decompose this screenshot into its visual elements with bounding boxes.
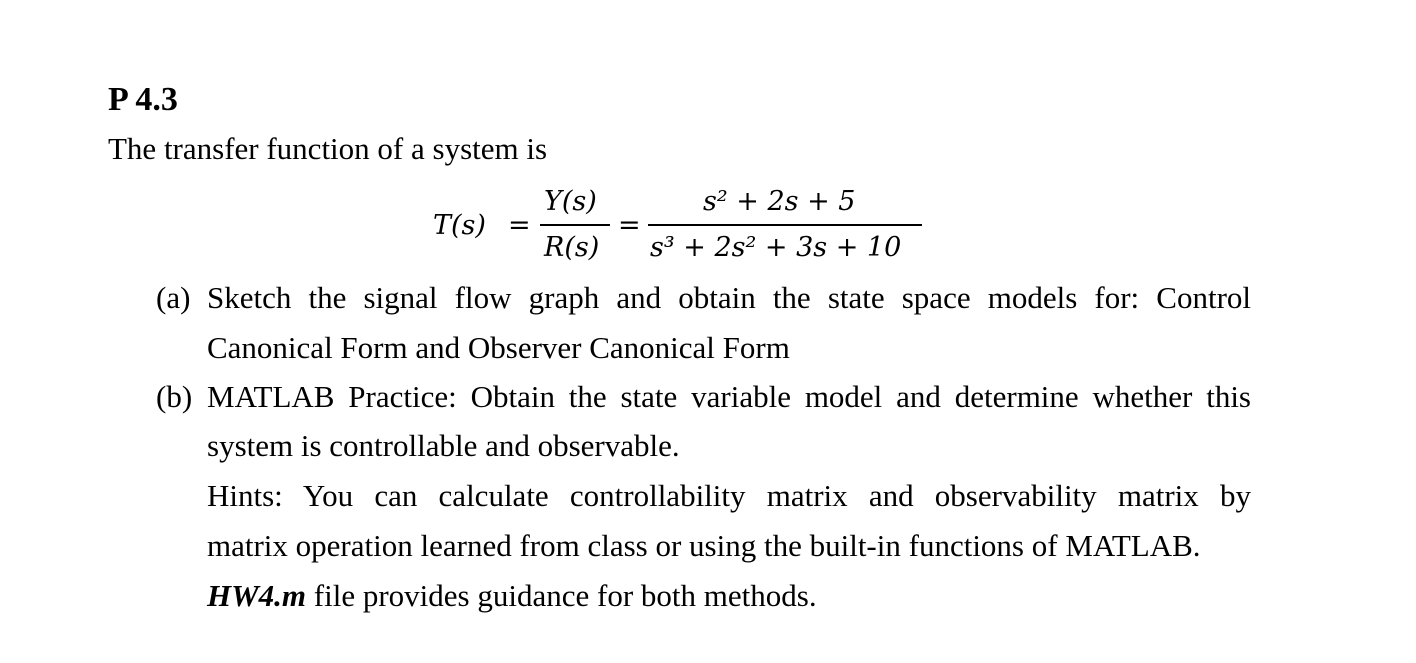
part-b-label: (b) bbox=[156, 379, 193, 414]
equation-equals-1: = bbox=[508, 210, 531, 241]
file-guidance-text: file provides guidance for both methods. bbox=[306, 578, 817, 613]
hint-line-2: matrix operation learned from class or using the built-in functions of MATLAB. bbox=[207, 528, 1201, 563]
part-a-label: (a) bbox=[156, 280, 191, 315]
part-b-line-1: MATLAB Practice: Obtain the state variable model and determine whether this bbox=[207, 379, 1251, 414]
equation-equals-2: = bbox=[618, 210, 641, 241]
problem-title: P 4.3 bbox=[108, 81, 178, 118]
fraction-1-numerator: Y(s) bbox=[544, 186, 597, 217]
matlab-file-name: HW4.m bbox=[207, 578, 307, 613]
hint-line-3 bbox=[207, 577, 817, 615]
part-a-line-2: Canonical Form and Observer Canonical Form bbox=[207, 330, 790, 365]
fraction-2-numerator: s² + 2s + 5 bbox=[703, 186, 856, 217]
equation-lhs: T(s) bbox=[433, 210, 486, 241]
hint-line-1: Hints: You can calculate controllability matrix and observability matrix by bbox=[207, 478, 1251, 513]
part-a-line-1: Sketch the signal flow graph and obtain the state space models for: Control bbox=[207, 280, 1251, 315]
fraction-1-bar bbox=[540, 224, 610, 226]
fraction-2-denominator: s³ + 2s² + 3s + 10 bbox=[650, 232, 902, 263]
problem-intro: The transfer function of a system is bbox=[108, 131, 548, 166]
fraction-1-denominator: R(s) bbox=[544, 232, 600, 263]
fraction-2-bar bbox=[648, 224, 922, 226]
part-b-line-2: system is controllable and observable. bbox=[207, 428, 680, 463]
